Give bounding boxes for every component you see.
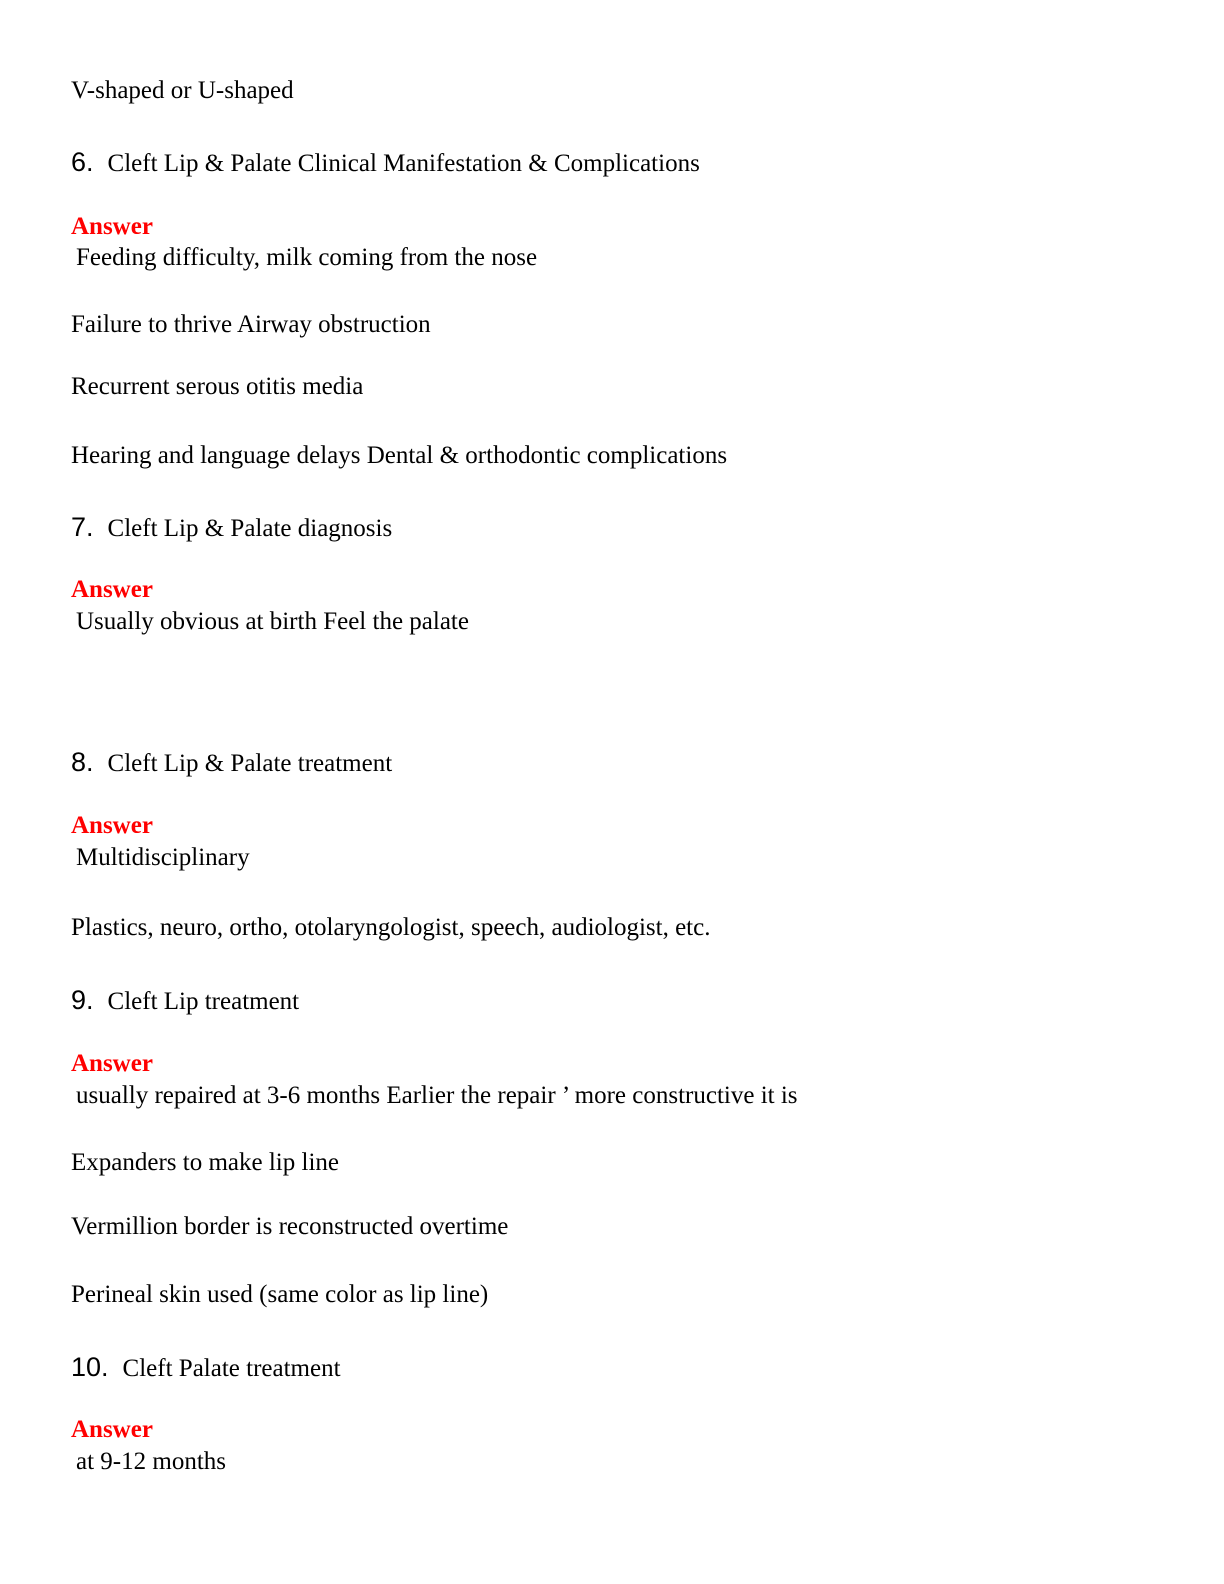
answer-text: Plastics, neuro, ortho, otolaryngologist, speech, audiologist, etc.: [71, 914, 711, 941]
question-title: Cleft Lip treatment: [107, 988, 300, 1015]
answer-label: Answer: [71, 1050, 153, 1077]
question-number: 9.: [71, 985, 94, 1015]
answer-text: at 9-12 months: [76, 1448, 226, 1475]
answer-text: Expanders to make lip line: [71, 1149, 339, 1176]
answer-label: Answer: [71, 576, 153, 603]
answer-text: Multidisciplinary: [76, 844, 250, 871]
answer-text: Usually obvious at birth Feel the palate: [76, 608, 469, 635]
answer-text: Recurrent serous otitis media: [71, 373, 364, 400]
question-title: Cleft Lip & Palate diagnosis: [107, 515, 393, 542]
question-number: 8.: [71, 747, 94, 777]
answer-label: Answer: [71, 812, 153, 839]
question-title: Cleft Lip & Palate treatment: [107, 750, 393, 777]
answer-text: usually repaired at 3-6 months Earlier the repair ’ more constructive it is: [76, 1082, 798, 1109]
question-number: 7.: [71, 512, 94, 542]
question-number: 10.: [71, 1352, 109, 1382]
question-10-heading: [71, 1352, 341, 1384]
question-title: Cleft Palate treatment: [122, 1355, 341, 1382]
question-title: Cleft Lip & Palate Clinical Manifestation & Complications: [107, 150, 700, 177]
question-8-heading: [71, 747, 392, 779]
question-6-heading: [71, 147, 700, 179]
answer-text: Failure to thrive Airway obstruction: [71, 311, 431, 338]
answer-text: Vermillion border is reconstructed overtime: [71, 1213, 509, 1240]
answer-text: Feeding difficulty, milk coming from the nose: [76, 244, 538, 271]
question-number: 6.: [71, 147, 94, 177]
answer-label: Answer: [71, 1416, 153, 1443]
question-9-heading: [71, 985, 299, 1017]
answer-text: Hearing and language delays Dental & orthodontic complications: [71, 442, 728, 469]
intro-line: V-shaped or U-shaped: [71, 77, 294, 104]
question-7-heading: [71, 512, 392, 544]
answer-label: Answer: [71, 213, 153, 240]
answer-text: Perineal skin used (same color as lip line): [71, 1281, 489, 1308]
